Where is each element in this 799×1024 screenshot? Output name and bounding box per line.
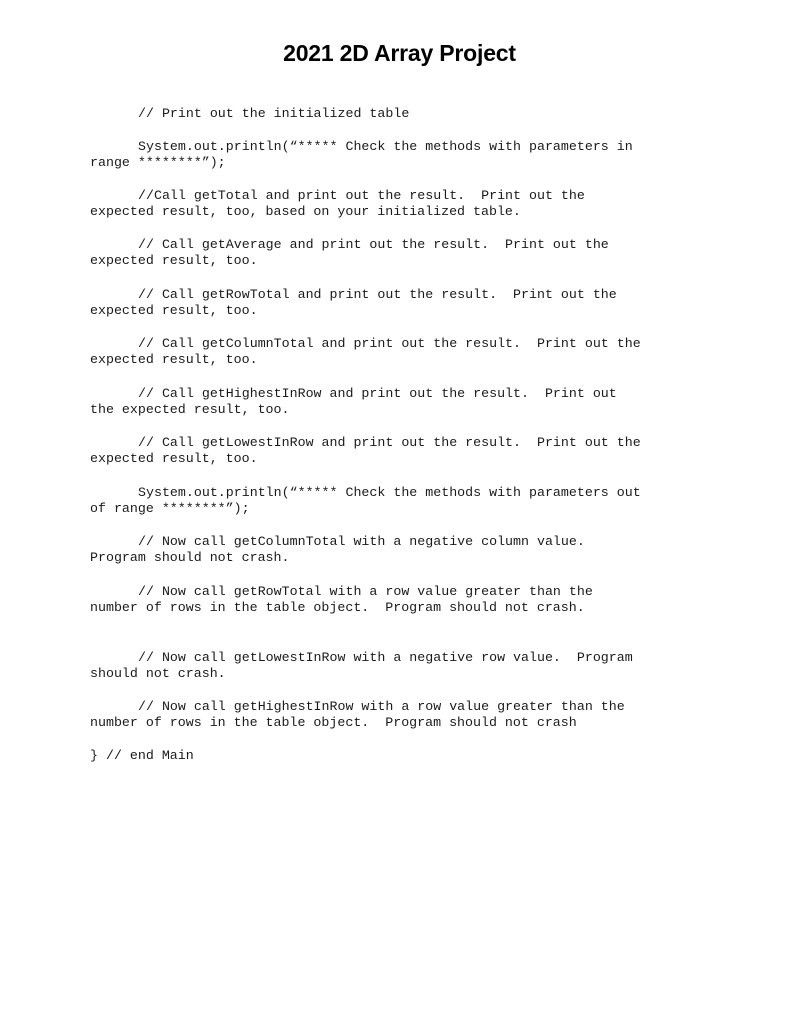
code-line: // Now call getRowTotal with a row value greater than the: [138, 584, 593, 599]
code-line: expected result, too.: [90, 303, 258, 318]
code-line: // Call getRowTotal and print out the result. Print out the: [138, 287, 617, 302]
code-line: expected result, too.: [90, 253, 258, 268]
code-line: of range ********”);: [90, 501, 250, 516]
code-line: // Now call getHighestInRow with a row value greater than the: [138, 699, 625, 714]
code-line: // Call getColumnTotal and print out the result. Print out the: [138, 336, 641, 351]
code-line: System.out.println(“***** Check the methods with parameters out: [138, 485, 641, 500]
code-line: number of rows in the table object. Program should not crash: [90, 715, 577, 730]
code-line: number of rows in the table object. Program should not crash.: [90, 600, 585, 615]
code-line: Program should not crash.: [90, 550, 290, 565]
code-line: expected result, too.: [90, 352, 258, 367]
code-line: the expected result, too.: [90, 402, 290, 417]
code-line: expected result, too.: [90, 451, 258, 466]
code-line: // Now call getColumnTotal with a negative column value.: [138, 534, 585, 549]
code-line: should not crash.: [90, 666, 226, 681]
code-line: //Call getTotal and print out the result. Print out the: [138, 188, 585, 203]
code-line: range ********”);: [90, 155, 226, 170]
code-line: // Print out the initialized table: [138, 106, 410, 121]
code-line: } // end Main: [90, 748, 194, 763]
page-title: 2021 2D Array Project: [283, 40, 516, 66]
code-line: System.out.println(“***** Check the methods with parameters in: [138, 139, 633, 154]
code-line: expected result, too, based on your initialized table.: [90, 204, 521, 219]
code-line: // Call getHighestInRow and print out the result. Print out: [138, 386, 617, 401]
code-line: // Call getLowestInRow and print out the result. Print out the: [138, 435, 641, 450]
code-line: // Now call getLowestInRow with a negative row value. Program: [138, 650, 633, 665]
code-line: // Call getAverage and print out the result. Print out the: [138, 237, 609, 252]
